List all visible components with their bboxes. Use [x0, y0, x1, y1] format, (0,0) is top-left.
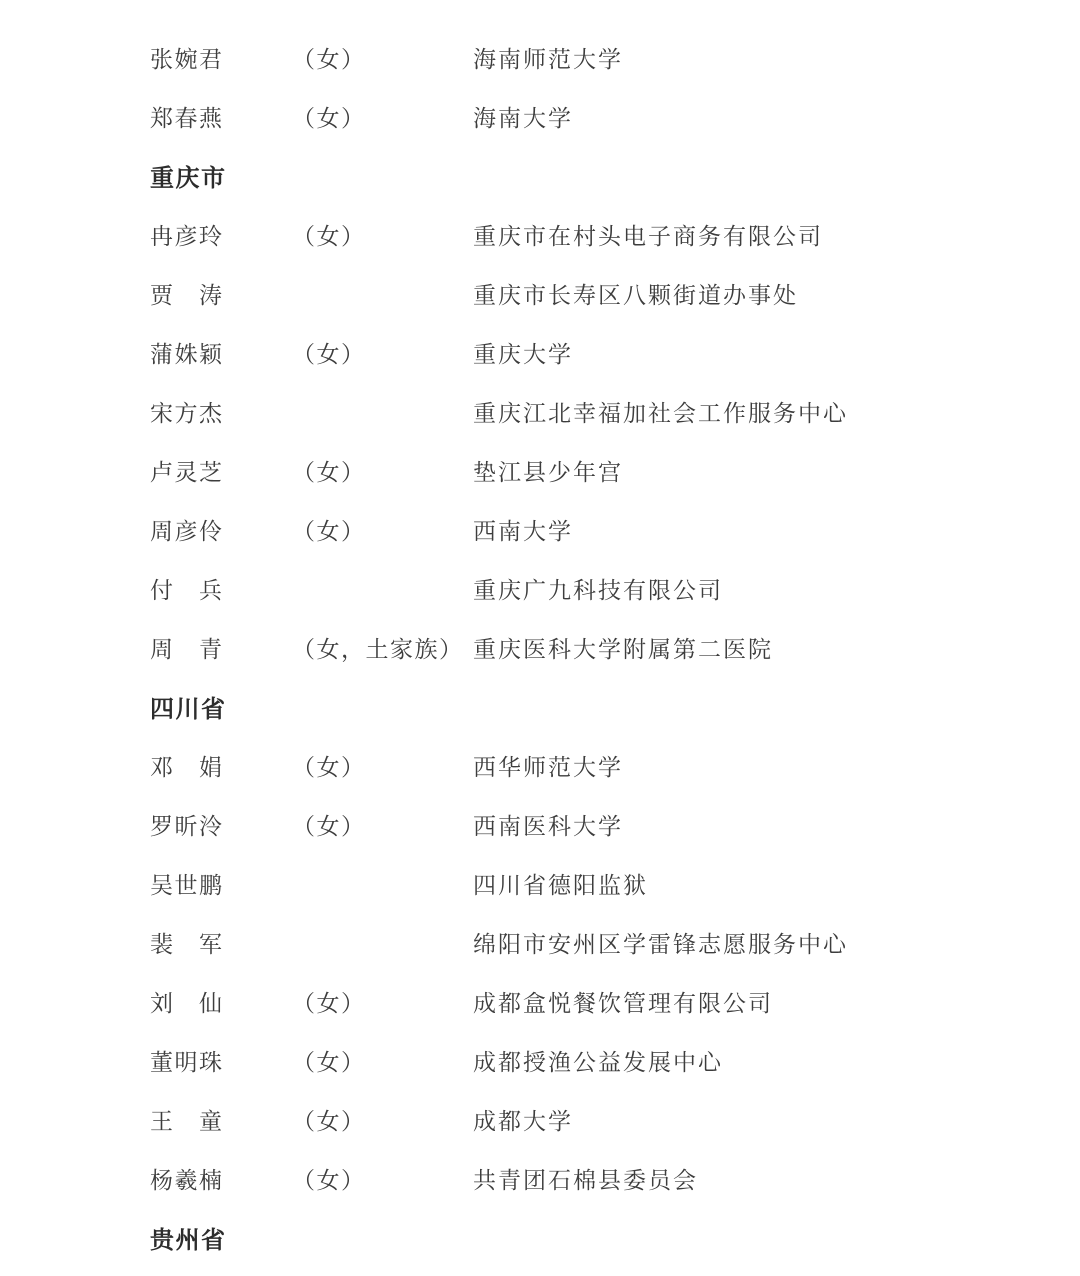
organization-name: 共青团石棉县委员会: [473, 1168, 698, 1193]
roster-entry-row: [150, 736, 1040, 795]
person-name: 刘 仙: [150, 991, 224, 1016]
roster-entry-row: [150, 441, 1040, 500]
organization-name: 重庆市长寿区八颗街道办事处: [473, 283, 798, 308]
roster-entry-row: [150, 618, 1040, 677]
organization-name: 成都盒悦餐饮管理有限公司: [473, 991, 773, 1016]
person-name: 贾 涛: [150, 283, 224, 308]
person-name: 宋方杰: [150, 401, 224, 426]
gender-note: （女，土家族）: [292, 637, 464, 662]
person-name: 董明珠: [150, 1050, 224, 1075]
roster-entry-row: [150, 854, 1040, 913]
region-header-row: [150, 146, 1040, 205]
roster-entry-row: [150, 1090, 1040, 1149]
person-name: 冉彦玲: [150, 224, 224, 249]
region-title: 四川省: [150, 697, 227, 723]
region-title: 重庆市: [150, 166, 227, 192]
roster-entry-row: [150, 1031, 1040, 1090]
organization-name: 西华师范大学: [473, 755, 623, 780]
organization-name: 海南大学: [473, 106, 573, 131]
region-title: 贵州省: [150, 1228, 227, 1254]
person-name: 周彦伶: [150, 519, 224, 544]
organization-name: 西南大学: [473, 519, 573, 544]
person-name: 吴世鹏: [150, 873, 224, 898]
gender-note: （女）: [292, 519, 366, 544]
roster-entry-row: [150, 28, 1040, 87]
person-name: 杨羲楠: [150, 1168, 224, 1193]
person-name: 罗昕泠: [150, 814, 224, 839]
organization-name: 重庆医科大学附属第二医院: [473, 637, 773, 662]
organization-name: 海南师范大学: [473, 47, 623, 72]
roster-entry-row: [150, 205, 1040, 264]
organization-name: 成都大学: [473, 1109, 573, 1134]
gender-note: （女）: [292, 1050, 366, 1075]
organization-name: 重庆大学: [473, 342, 573, 367]
roster-entry-row: [150, 87, 1040, 146]
gender-note: （女）: [292, 814, 366, 839]
gender-note: （女）: [292, 460, 366, 485]
roster-entry-row: [150, 972, 1040, 1031]
region-header-row: [150, 1208, 1040, 1267]
organization-name: 西南医科大学: [473, 814, 623, 839]
region-header-row: [150, 677, 1040, 736]
organization-name: 重庆江北幸福加社会工作服务中心: [473, 401, 848, 426]
gender-note: （女）: [292, 106, 366, 131]
person-name: 王 童: [150, 1109, 224, 1134]
person-name: 付 兵: [150, 578, 224, 603]
person-name: 卢灵芝: [150, 460, 224, 485]
gender-note: （女）: [292, 47, 366, 72]
roster-entry-row: [150, 382, 1040, 441]
roster-entry-row: [150, 264, 1040, 323]
organization-name: 垫江县少年宫: [473, 460, 623, 485]
person-name: 蒲姝颖: [150, 342, 224, 367]
organization-name: 绵阳市安州区学雷锋志愿服务中心: [473, 932, 848, 957]
person-name: 郑春燕: [150, 106, 224, 131]
person-name: 周 青: [150, 637, 224, 662]
person-name: 裴 军: [150, 932, 224, 957]
gender-note: （女）: [292, 755, 366, 780]
roster-entry-row: [150, 913, 1040, 972]
roster-entry-row: [150, 323, 1040, 382]
organization-name: 成都授渔公益发展中心: [473, 1050, 723, 1075]
organization-name: 重庆广九科技有限公司: [473, 578, 723, 603]
organization-name: 重庆市在村头电子商务有限公司: [473, 224, 823, 249]
person-name: 张婉君: [150, 47, 224, 72]
organization-name: 四川省德阳监狱: [473, 873, 648, 898]
gender-note: （女）: [292, 991, 366, 1016]
roster-entry-row: [150, 795, 1040, 854]
gender-note: （女）: [292, 1109, 366, 1134]
roster-entry-row: [150, 1149, 1040, 1208]
roster-list: [150, 28, 1040, 1267]
gender-note: （女）: [292, 342, 366, 367]
gender-note: （女）: [292, 224, 366, 249]
person-name: 邓 娟: [150, 755, 224, 780]
gender-note: （女）: [292, 1168, 366, 1193]
roster-entry-row: [150, 500, 1040, 559]
roster-entry-row: [150, 559, 1040, 618]
